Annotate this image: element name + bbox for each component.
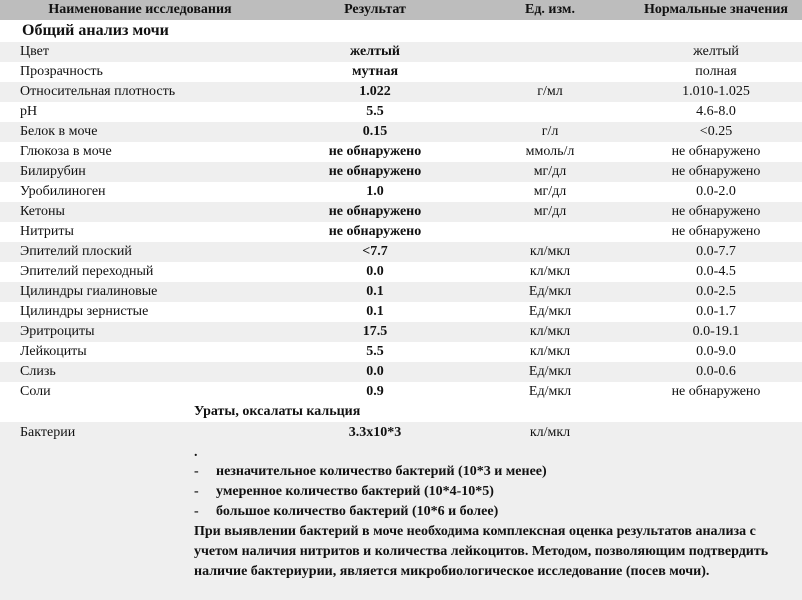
- row-norm: 4.6-8.0: [696, 104, 736, 119]
- table-row: [0, 282, 802, 302]
- row-norm: 0.0-2.5: [696, 284, 736, 299]
- row-name: Соли: [20, 384, 51, 399]
- bacteria-name: Бактерии: [20, 425, 76, 440]
- row-result: 0.1: [366, 284, 384, 299]
- row-name: Белок в моче: [20, 124, 98, 139]
- list-dash: -: [194, 484, 199, 499]
- row-name: Билирубин: [20, 164, 86, 179]
- row-result: 1.0: [366, 184, 384, 199]
- row-norm: желтый: [693, 44, 739, 59]
- row-name: Эпителий переходный: [20, 264, 154, 279]
- salts-note: Ураты, оксалаты кальция: [0, 402, 802, 422]
- table-row: [0, 322, 802, 342]
- row-name: Цилиндры гиалиновые: [20, 284, 158, 299]
- row-norm: не обнаружено: [671, 164, 761, 179]
- table-row: [0, 42, 802, 62]
- row-norm: 0.0-2.0: [696, 184, 736, 199]
- table-row: [0, 62, 802, 82]
- row-unit: кл/мкл: [529, 244, 571, 259]
- row-result: 1.022: [359, 84, 391, 99]
- row-result: не обнаружено: [328, 164, 422, 179]
- table-header: [0, 0, 802, 20]
- row-unit: кл/мкл: [529, 324, 571, 339]
- table-row: [0, 82, 802, 102]
- row-unit: мг/дл: [533, 184, 567, 199]
- section-title: Общий анализ мочи: [0, 20, 802, 42]
- row-name: Нитриты: [20, 224, 74, 239]
- row-result: 5.5: [366, 104, 384, 119]
- row-norm: 0.0-1.7: [696, 304, 736, 319]
- row-result: не обнаружено: [328, 144, 422, 159]
- table-row: [0, 302, 802, 322]
- row-norm: не обнаружено: [671, 204, 761, 219]
- table-row: [0, 102, 802, 122]
- row-norm: не обнаружено: [671, 144, 761, 159]
- row-result: <7.7: [362, 244, 388, 259]
- row-unit: мг/дл: [533, 164, 567, 179]
- row-norm: <0.25: [699, 124, 733, 139]
- header-norm: Нормальные значения: [644, 2, 788, 17]
- list-dash: -: [194, 464, 199, 479]
- row-unit: ммоль/л: [525, 144, 575, 159]
- row-norm: 0.0-0.6: [696, 364, 736, 379]
- row-result: 0.9: [366, 384, 384, 399]
- row-name: Цвет: [20, 44, 49, 59]
- table-row: [0, 262, 802, 282]
- row-result: желтый: [350, 44, 400, 59]
- table-row: [0, 362, 802, 382]
- table-row: [0, 162, 802, 182]
- row-result: 0.0: [366, 364, 384, 379]
- table-row: [0, 342, 802, 362]
- row-unit: Ед/мкл: [528, 384, 572, 399]
- bacteria-unit: кл/мкл: [529, 425, 571, 440]
- header-name: Наименование исследования: [48, 2, 232, 17]
- list-item: [194, 482, 802, 502]
- row-norm: полная: [695, 64, 737, 79]
- row-norm: 0.0-9.0: [696, 344, 736, 359]
- list-item: [194, 502, 802, 522]
- row-name: Цилиндры зернистые: [20, 304, 149, 319]
- list-item: [194, 462, 802, 482]
- table-row: [0, 142, 802, 162]
- row-norm: 0.0-7.7: [696, 244, 736, 259]
- row-result: 17.5: [362, 324, 388, 339]
- list-text: умеренное количество бактерий (10*4-10*5): [216, 484, 494, 499]
- row-name: Эпителий плоский: [20, 244, 132, 259]
- bacteria-row: [0, 422, 802, 444]
- list-text: большое количество бактерий (10*6 и более): [216, 504, 499, 519]
- table-row: [0, 242, 802, 262]
- header-unit: Ед. изм.: [525, 2, 575, 17]
- row-norm: не обнаружено: [671, 224, 761, 239]
- table-row: [0, 222, 802, 242]
- bacteria-result: 3.3x10*3: [348, 425, 402, 440]
- row-result: 0.15: [362, 124, 388, 139]
- table-row: [0, 202, 802, 222]
- row-unit: г/л: [541, 124, 559, 139]
- row-name: Прозрачность: [20, 64, 103, 79]
- row-name: Уробилиноген: [20, 184, 106, 199]
- bacteria-paragraph: При выявлении бактерий в моче необходима комплексная оценка результатов анализа с учетом наличия нитритов и количества лейкоцитов. Методом, позволяющим подтвердить наличие бактериурии, является микробиологическое исследование (посев мочи).: [194, 524, 769, 579]
- table-row: [0, 182, 802, 202]
- bacteria-list: [194, 462, 802, 522]
- row-name: Глюкоза в моче: [20, 144, 112, 159]
- row-name: Лейкоциты: [20, 344, 87, 359]
- results-table: [0, 42, 802, 402]
- row-unit: Ед/мкл: [528, 284, 572, 299]
- row-name: pH: [20, 104, 38, 119]
- row-unit: кл/мкл: [529, 264, 571, 279]
- row-unit: г/мл: [537, 84, 563, 99]
- row-result: 0.1: [366, 304, 384, 319]
- row-norm: не обнаружено: [671, 384, 761, 399]
- row-unit: Ед/мкл: [528, 304, 572, 319]
- row-result: не обнаружено: [328, 224, 422, 239]
- row-name: Относительная плотность: [20, 84, 176, 99]
- row-norm: 1.010-1.025: [682, 84, 750, 99]
- row-norm: 0.0-4.5: [696, 264, 736, 279]
- bacteria-notes: [0, 444, 802, 600]
- list-text: незначительное количество бактерий (10*3 и менее): [216, 464, 547, 479]
- list-dash: -: [194, 504, 199, 519]
- row-unit: мг/дл: [533, 204, 567, 219]
- row-result: мутная: [351, 64, 399, 79]
- header-result: Результат: [344, 2, 406, 17]
- row-name: Слизь: [20, 364, 56, 379]
- row-unit: Ед/мкл: [528, 364, 572, 379]
- row-name: Эритроциты: [20, 324, 95, 339]
- row-name: Кетоны: [20, 204, 65, 219]
- row-result: 5.5: [366, 344, 384, 359]
- row-result: 0.0: [366, 264, 384, 279]
- table-row: [0, 382, 802, 402]
- row-result: не обнаружено: [328, 204, 422, 219]
- row-unit: кл/мкл: [529, 344, 571, 359]
- bacteria-dot: .: [194, 445, 198, 460]
- row-norm: 0.0-19.1: [692, 324, 740, 339]
- table-row: [0, 122, 802, 142]
